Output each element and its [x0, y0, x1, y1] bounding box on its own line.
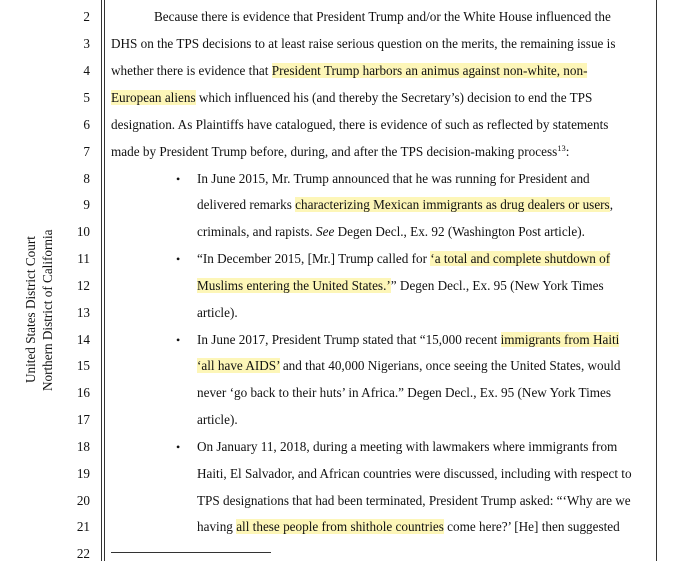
- line-number: 3: [83, 36, 90, 51]
- citation-signal: See: [316, 224, 335, 239]
- line-number: 9: [83, 197, 90, 212]
- body-text: :: [565, 144, 570, 159]
- line-number: 8: [83, 171, 90, 186]
- body-text: ,: [609, 197, 613, 212]
- line-number: 10: [76, 224, 90, 239]
- bullet-icon: •: [176, 172, 181, 186]
- body-line: Because there is evidence that President Trump and/or the White House influenced the: [154, 9, 611, 24]
- body-text: come here?’ [He] then suggested: [443, 519, 620, 534]
- margin-rule-right: [656, 0, 657, 561]
- bullet-icon: •: [176, 440, 181, 454]
- highlighted-text: ‘a total and complete shutdown of: [430, 251, 611, 266]
- line-number: 6: [83, 117, 90, 132]
- court-side-label-line1: United States District Court: [23, 236, 38, 384]
- footnote-separator: [111, 552, 271, 553]
- bullet-line: TPS designations that had been terminated, President Trump asked: “‘Why are we: [197, 493, 631, 508]
- body-text: In June 2017, President Trump stated that “15,000 recent: [197, 332, 501, 347]
- line-number: 11: [77, 251, 90, 266]
- bullet-line: [197, 278, 604, 294]
- highlighted-text: all these people from shithole countries: [236, 519, 444, 534]
- line-number: 12: [76, 278, 90, 293]
- line-number: 14: [76, 332, 90, 347]
- bullet-line: [197, 332, 619, 348]
- highlighted-text: characterizing Mexican immigrants as drug dealers or users: [295, 197, 610, 212]
- body-text: Degen Decl., Ex. 92 (Washington Post article).: [334, 224, 585, 239]
- bullet-line: [197, 519, 620, 535]
- body-line: [111, 90, 592, 106]
- body-text: criminals, and rapists.: [197, 224, 317, 239]
- line-number: 22: [76, 546, 90, 561]
- line-number: 13: [76, 305, 90, 320]
- bullet-line: article).: [197, 412, 238, 427]
- line-number: 18: [76, 439, 90, 454]
- highlighted-text: European aliens: [111, 90, 196, 105]
- line-number: 21: [76, 519, 90, 534]
- line-number: 5: [83, 90, 90, 105]
- bullet-line: article).: [197, 305, 238, 320]
- body-line: [111, 144, 569, 160]
- body-line: [111, 63, 587, 79]
- margin-rule-left: [101, 0, 102, 561]
- line-number: 19: [76, 466, 90, 481]
- bullet-line: Haiti, El Salvador, and African countries were discussed, including with respect to: [197, 466, 632, 481]
- body-text: ” Degen Decl., Ex. 95 (New York Times: [390, 278, 604, 293]
- body-text: delivered remarks: [197, 197, 296, 212]
- bullet-line: never ‘go back to their huts’ in Africa.” Degen Decl., Ex. 95 (New York Times: [197, 385, 611, 400]
- court-side-label-line2: Northern District of California: [40, 229, 55, 391]
- bullet-line: [197, 197, 613, 213]
- footnote-marker: 13: [557, 143, 566, 153]
- body-text: made by President Trump before, during, and after the TPS decision-making process: [111, 144, 558, 159]
- line-number: 15: [76, 358, 90, 373]
- line-number: 20: [76, 493, 90, 508]
- bullet-line: [197, 251, 610, 267]
- bullet-line: On January 11, 2018, during a meeting with lawmakers where immigrants from: [197, 439, 618, 454]
- body-text: whether there is evidence that: [111, 63, 272, 78]
- highlighted-text: ‘all have AIDS’: [197, 358, 280, 373]
- line-number: 2: [83, 9, 90, 24]
- line-number: 17: [76, 412, 90, 427]
- bullet-line: [197, 358, 621, 374]
- bullet-icon: •: [176, 252, 181, 266]
- body-text: which influenced his (and thereby the Secretary’s) decision to end the TPS: [195, 90, 593, 105]
- line-number: 4: [83, 63, 90, 78]
- body-text: and that 40,000 Nigerians, once seeing the United States, would: [279, 358, 621, 373]
- bullet-icon: •: [176, 333, 181, 347]
- line-number: 7: [83, 144, 90, 159]
- line-number: 16: [76, 385, 90, 400]
- bullet-line: In June 2015, Mr. Trump announced that he was running for President and: [197, 171, 590, 186]
- body-line: DHS on the TPS decisions to at least raise serious question on the merits, the remaining issue is: [111, 36, 616, 51]
- highlighted-text: President Trump harbors an animus against non-white, non-: [271, 63, 588, 78]
- body-text: “In December 2015, [Mr.] Trump called for: [197, 251, 431, 266]
- bullet-line: [197, 224, 585, 240]
- highlighted-text: immigrants from Haiti: [500, 332, 620, 347]
- margin-rule-left-inner: [104, 0, 105, 561]
- body-text: having: [197, 519, 237, 534]
- highlighted-text: Muslims entering the United States.’: [197, 278, 391, 293]
- body-line: designation. As Plaintiffs have catalogued, there is evidence of such as reflected by statements: [111, 117, 609, 132]
